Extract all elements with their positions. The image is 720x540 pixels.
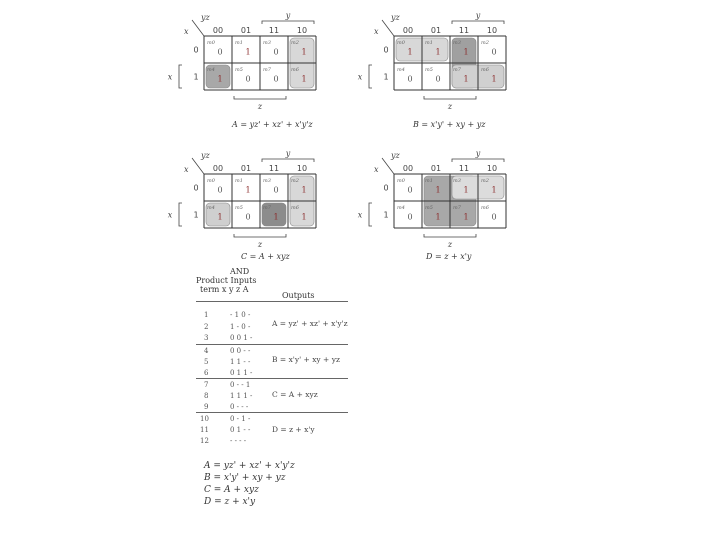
kmap-b-equation: B = x'y' + xy + yz	[413, 120, 486, 129]
pla-term-number: 2	[204, 323, 209, 331]
final-equation-a: A = yz' + xz' + x'y'z	[204, 461, 295, 471]
pla-term-inputs: 0 - - -	[230, 403, 249, 411]
column-header: 10	[486, 164, 498, 173]
column-header: 01	[430, 164, 442, 173]
cell-value: 1	[245, 47, 251, 57]
cell-value: 1	[217, 74, 223, 84]
z-label: z	[447, 102, 453, 111]
minterm-label: m1	[425, 40, 433, 46]
row-header: 1	[383, 210, 389, 220]
pla-term-inputs: 0 0 1 -	[230, 334, 253, 342]
cell-value: 0	[491, 47, 497, 57]
pla-term-inputs: 1 1 - -	[230, 358, 251, 366]
cell-value: 1	[301, 47, 307, 57]
y-label: y	[475, 11, 481, 20]
final-equation-d: D = z + x'y	[204, 497, 256, 507]
pla-row-3	[204, 334, 253, 342]
cell-value: 1	[407, 47, 413, 57]
column-header: 11	[268, 26, 280, 35]
x-label: x	[167, 72, 173, 82]
x-bracket	[369, 203, 372, 226]
pla-term-inputs: 0 - - 1	[230, 381, 251, 389]
kmap-d-equation: D = z + x'y	[426, 252, 472, 261]
pla-group-rule	[196, 344, 348, 345]
corner-diagonal	[192, 158, 204, 174]
cell-value: 0	[217, 47, 223, 57]
minterm-label: m6	[481, 205, 489, 211]
cell-value: 1	[463, 47, 469, 57]
cell-value: 1	[301, 185, 307, 195]
minterm-label: m4	[207, 205, 215, 211]
y-bracket	[452, 159, 504, 162]
row-header: 0	[193, 183, 199, 193]
cell-value: 1	[245, 185, 251, 195]
column-header: 11	[458, 26, 470, 35]
minterm-label: m3	[263, 178, 271, 184]
z-bracket	[424, 234, 476, 237]
pla-term-inputs: 1 1 1 -	[230, 392, 253, 400]
x-label: x	[167, 210, 173, 220]
minterm-label: m5	[425, 67, 433, 73]
pla-row-9	[204, 403, 249, 411]
cell-value: 0	[245, 74, 251, 84]
pla-term-number: 4	[204, 347, 209, 355]
cell-value: 1	[301, 74, 307, 84]
pla-term-number: 5	[204, 358, 209, 366]
pla-term-number: 9	[204, 403, 209, 411]
pla-group-rule	[196, 378, 348, 379]
row-header: 0	[383, 183, 389, 193]
z-bracket	[424, 96, 476, 99]
pla-term-number: 1	[204, 311, 209, 319]
x-bracket	[179, 203, 182, 226]
cell-value: 0	[245, 212, 251, 222]
minterm-label: m2	[481, 40, 489, 46]
pla-group-rule	[196, 412, 348, 413]
corner-diagonal	[382, 20, 394, 36]
pla-term-inputs: - - - -	[230, 437, 247, 445]
final-equation-c: C = A + xyz	[204, 485, 259, 495]
cell-value: 0	[217, 185, 223, 195]
cell-value: 0	[407, 212, 413, 222]
minterm-label: m7	[453, 67, 461, 73]
pla-header-outputs: Outputs	[282, 291, 315, 300]
minterm-label: m6	[481, 67, 489, 73]
minterm-label: m1	[235, 178, 243, 184]
corner-diagonal	[192, 20, 204, 36]
y-bracket	[452, 21, 504, 24]
minterm-label: m2	[291, 178, 299, 184]
z-label: z	[257, 102, 263, 111]
corner-label-yz: yz	[391, 151, 400, 160]
pla-row-8	[204, 392, 253, 400]
cell-value: 1	[301, 212, 307, 222]
pla-term-inputs: 0 0 - -	[230, 347, 251, 355]
corner-label-yz: yz	[201, 151, 210, 160]
cell-value: 1	[491, 185, 497, 195]
cell-value: 0	[273, 185, 279, 195]
minterm-label: m0	[397, 40, 405, 46]
minterm-label: m0	[207, 178, 215, 184]
minterm-label: m6	[291, 67, 299, 73]
column-header: 00	[402, 26, 414, 35]
pla-output-c: C = A + xyz	[272, 390, 318, 399]
column-header: 00	[212, 164, 224, 173]
pla-output-d: D = z + x'y	[272, 425, 315, 434]
cell-value: 0	[407, 185, 413, 195]
z-label: z	[257, 240, 263, 249]
pla-header-product-inputs: Product Inputs	[196, 276, 257, 285]
minterm-label: m0	[397, 178, 405, 184]
y-bracket	[262, 21, 314, 24]
pla-term-number: 8	[204, 392, 209, 400]
pla-term-inputs: 0 1 - -	[230, 426, 251, 434]
pla-output-a: A = yz' + xz' + x'y'z	[272, 319, 348, 328]
z-bracket	[234, 96, 286, 99]
cell-value: 1	[435, 47, 441, 57]
column-header: 01	[430, 26, 442, 35]
final-equation-b: B = x'y' + xy + yz	[204, 473, 286, 483]
z-label: z	[447, 240, 453, 249]
column-header: 00	[402, 164, 414, 173]
cell-value: 1	[463, 74, 469, 84]
row-header: 1	[193, 210, 199, 220]
cell-value: 1	[491, 74, 497, 84]
column-header: 00	[212, 26, 224, 35]
pla-row-6	[204, 369, 253, 377]
corner-label-yz: yz	[391, 13, 400, 22]
minterm-label: m5	[235, 67, 243, 73]
pla-row-4	[204, 347, 251, 355]
pla-term-number: 7	[204, 381, 209, 389]
corner-label-x: x	[184, 165, 189, 174]
column-header: 10	[296, 26, 308, 35]
pla-row-1	[204, 311, 251, 319]
corner-label-x: x	[374, 27, 379, 36]
minterm-label: m4	[397, 205, 405, 211]
x-bracket	[179, 65, 182, 88]
cell-value: 1	[435, 212, 441, 222]
pla-term-number: 11	[200, 426, 209, 434]
minterm-label: m7	[453, 205, 461, 211]
minterm-label: m4	[207, 67, 215, 73]
kmap-a-equation: A = yz' + xz' + x'y'z	[232, 120, 313, 129]
column-header: 10	[296, 164, 308, 173]
pla-row-2	[204, 323, 251, 331]
row-header: 1	[383, 72, 389, 82]
y-label: y	[475, 149, 481, 158]
cell-value: 1	[463, 185, 469, 195]
pla-header-rule	[196, 301, 348, 302]
corner-diagonal	[382, 158, 394, 174]
minterm-label: m2	[481, 178, 489, 184]
pla-header-term: term x y z A	[200, 285, 249, 294]
minterm-label: m6	[291, 205, 299, 211]
pla-term-number: 12	[200, 437, 209, 445]
pla-output-b: B = x'y' + xy + yz	[272, 355, 340, 364]
column-header: 11	[268, 164, 280, 173]
pla-row-7	[204, 381, 251, 389]
pla-term-inputs: 0 1 1 -	[230, 369, 253, 377]
minterm-label: m7	[263, 205, 271, 211]
minterm-label: m0	[207, 40, 215, 46]
column-header: 11	[458, 164, 470, 173]
corner-label-x: x	[184, 27, 189, 36]
cell-value: 1	[435, 185, 441, 195]
minterm-label: m4	[397, 67, 405, 73]
minterm-label: m5	[235, 205, 243, 211]
column-header: 01	[240, 164, 252, 173]
cell-value: 1	[273, 212, 279, 222]
cell-value: 1	[217, 212, 223, 222]
corner-label-x: x	[374, 165, 379, 174]
minterm-label: m1	[235, 40, 243, 46]
cell-value: 1	[463, 212, 469, 222]
cell-value: 0	[407, 74, 413, 84]
y-label: y	[285, 149, 291, 158]
x-label: x	[357, 72, 363, 82]
cell-value: 0	[491, 212, 497, 222]
pla-term-inputs: 0 - 1 -	[230, 415, 251, 423]
corner-label-yz: yz	[201, 13, 210, 22]
minterm-label: m7	[263, 67, 271, 73]
minterm-label: m3	[263, 40, 271, 46]
pla-term-number: 3	[204, 334, 209, 342]
cell-value: 0	[273, 47, 279, 57]
minterm-label: m5	[425, 205, 433, 211]
pla-row-10	[200, 415, 251, 423]
pla-term-number: 6	[204, 369, 209, 377]
pla-header-and: AND	[230, 267, 250, 276]
row-header: 0	[383, 45, 389, 55]
minterm-label: m2	[291, 40, 299, 46]
minterm-label: m3	[453, 40, 461, 46]
z-bracket	[234, 234, 286, 237]
cell-value: 0	[273, 74, 279, 84]
column-header: 01	[240, 26, 252, 35]
y-bracket	[262, 159, 314, 162]
pla-term-number: 10	[200, 415, 209, 423]
x-label: x	[357, 210, 363, 220]
column-header: 10	[486, 26, 498, 35]
kmap-c-equation: C = A + xyz	[241, 252, 290, 261]
pla-row-5	[204, 358, 251, 366]
minterm-label: m1	[425, 178, 433, 184]
y-label: y	[285, 11, 291, 20]
pla-term-inputs: 1 - 0 -	[230, 323, 251, 331]
pla-row-11	[200, 426, 251, 434]
pla-row-12	[200, 437, 247, 445]
x-bracket	[369, 65, 372, 88]
minterm-label: m3	[453, 178, 461, 184]
pla-term-inputs: - 1 0 -	[230, 311, 251, 319]
row-header: 0	[193, 45, 199, 55]
row-header: 1	[193, 72, 199, 82]
cell-value: 0	[435, 74, 441, 84]
